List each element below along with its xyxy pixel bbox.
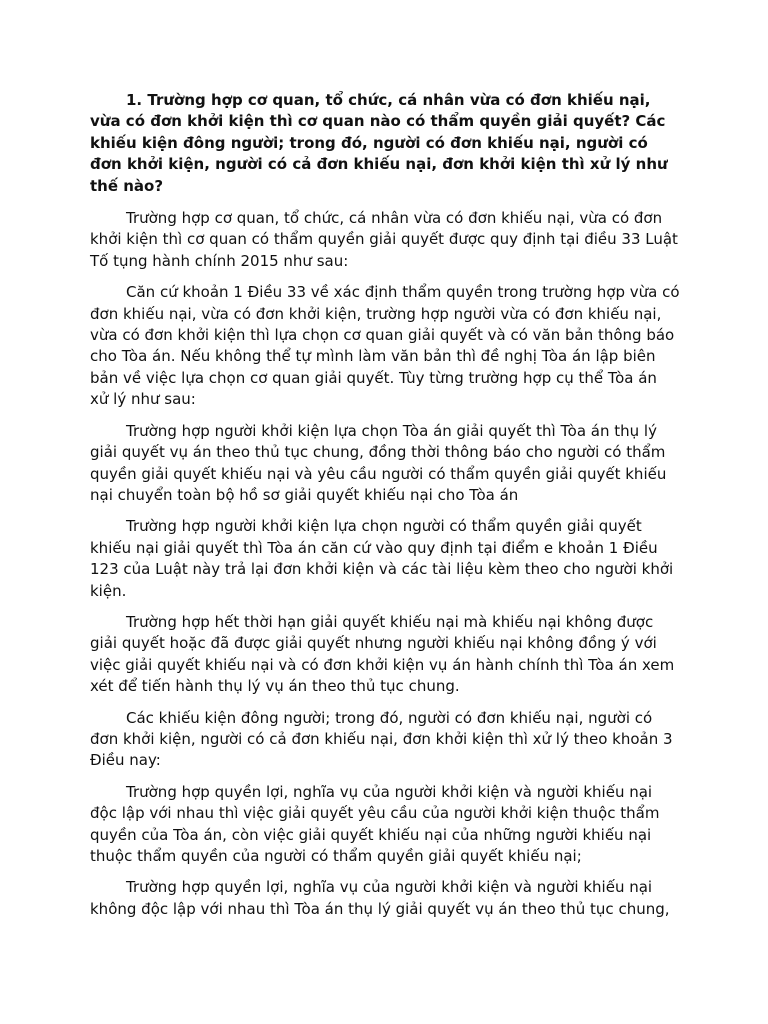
paragraph-court-chosen: Trường hợp người khởi kiện lựa chọn Tòa án giải quyết thì Tòa án thụ lý giải quyết vụ án theo thủ tục chung, đồng thời thông báo cho người có thẩm quyền giải quyết khiếu nại và yêu cầu người có thẩm quyền giải quyết khiếu nại chuyển toàn bộ hồ sơ giải quyết khiếu nại cho Tòa án <box>90 421 667 504</box>
paragraph-mass-complaints: Các khiếu kiện đông người; trong đó, người có đơn khiếu nại, người có đơn khởi kiện, người có cả đơn khiếu nại, đơn khởi kiện thì xử lý theo khoản 3 Điều nay: <box>90 708 673 770</box>
paragraph-intro: Trường hợp cơ quan, tổ chức, cá nhân vừa có đơn khiếu nại, vừa có đơn khởi kiện thì cơ quan có thẩm quyền giải quyết được quy định tại điều 33 Luật Tố tụng hành chính 2015 như sau: <box>90 209 678 270</box>
paragraph-article-33: Căn cứ khoản 1 Điều 33 về xác định thẩm quyền trong trường hợp vừa có đơn khiếu nại, vừa có đơn khởi kiện, trường hợp người vừa có đơn khiếu nại, vừa có đơn khởi kiện thì lựa chọn cơ quan giải quyết và có văn bản thông báo cho Tòa án. Nếu không thể tự mình làm văn bản thì đề nghị Tòa án lập biên bản về việc lựa chọn cơ quan giải quyết. Tùy từng trường hợp cụ thể Tòa án xử lý như sau: <box>90 283 680 409</box>
document-page <box>90 90 680 930</box>
paragraph-dependent-rights: Trường hợp quyền lợi, nghĩa vụ của người khởi kiện và người khiếu nại không độc lập với nhau thì Tòa án thụ lý giải quyết vụ án theo thủ tục chung, <box>90 878 670 918</box>
section-heading: 1. Trường hợp cơ quan, tổ chức, cá nhân vừa có đơn khiếu nại, vừa có đơn khởi kiện thì cơ quan nào có thẩm quyền giải quyết? Các khiếu kiện đông người; trong đó, người có đơn khiếu nại, người có đơn khởi kiện, người có cả đơn khiếu nại, đơn khởi kiện thì xử lý như thế nào? <box>90 91 668 195</box>
paragraph-independent-rights: Trường hợp quyền lợi, nghĩa vụ của người khởi kiện và người khiếu nại độc lập với nhau thì việc giải quyết yêu cầu của người khởi kiện thuộc thẩm quyền của Tòa án, còn việc giải quyết khiếu nại của những người khiếu nại thuộc thẩm quyền của người có thẩm quyền giải quyết khiếu nại; <box>90 782 660 865</box>
paragraph-complaint-authority-chosen: Trường hợp người khởi kiện lựa chọn người có thẩm quyền giải quyết khiếu nại giải quyết thì Tòa án căn cứ vào quy định tại điểm e khoản 1 Điều 123 của Luật này trả lại đơn khởi kiện và các tài liệu kèm theo cho người khởi kiện. <box>90 517 674 600</box>
paragraph-deadline-expired: Trường hợp hết thời hạn giải quyết khiếu nại mà khiếu nại không được giải quyết hoặc đã được giải quyết nhưng người khiếu nại không đồng ý với việc giải quyết khiếu nại và có đơn khởi kiện vụ án hành chính thì Tòa án xem xét để tiến hành thụ lý vụ án theo thủ tục chung. <box>90 612 675 696</box>
